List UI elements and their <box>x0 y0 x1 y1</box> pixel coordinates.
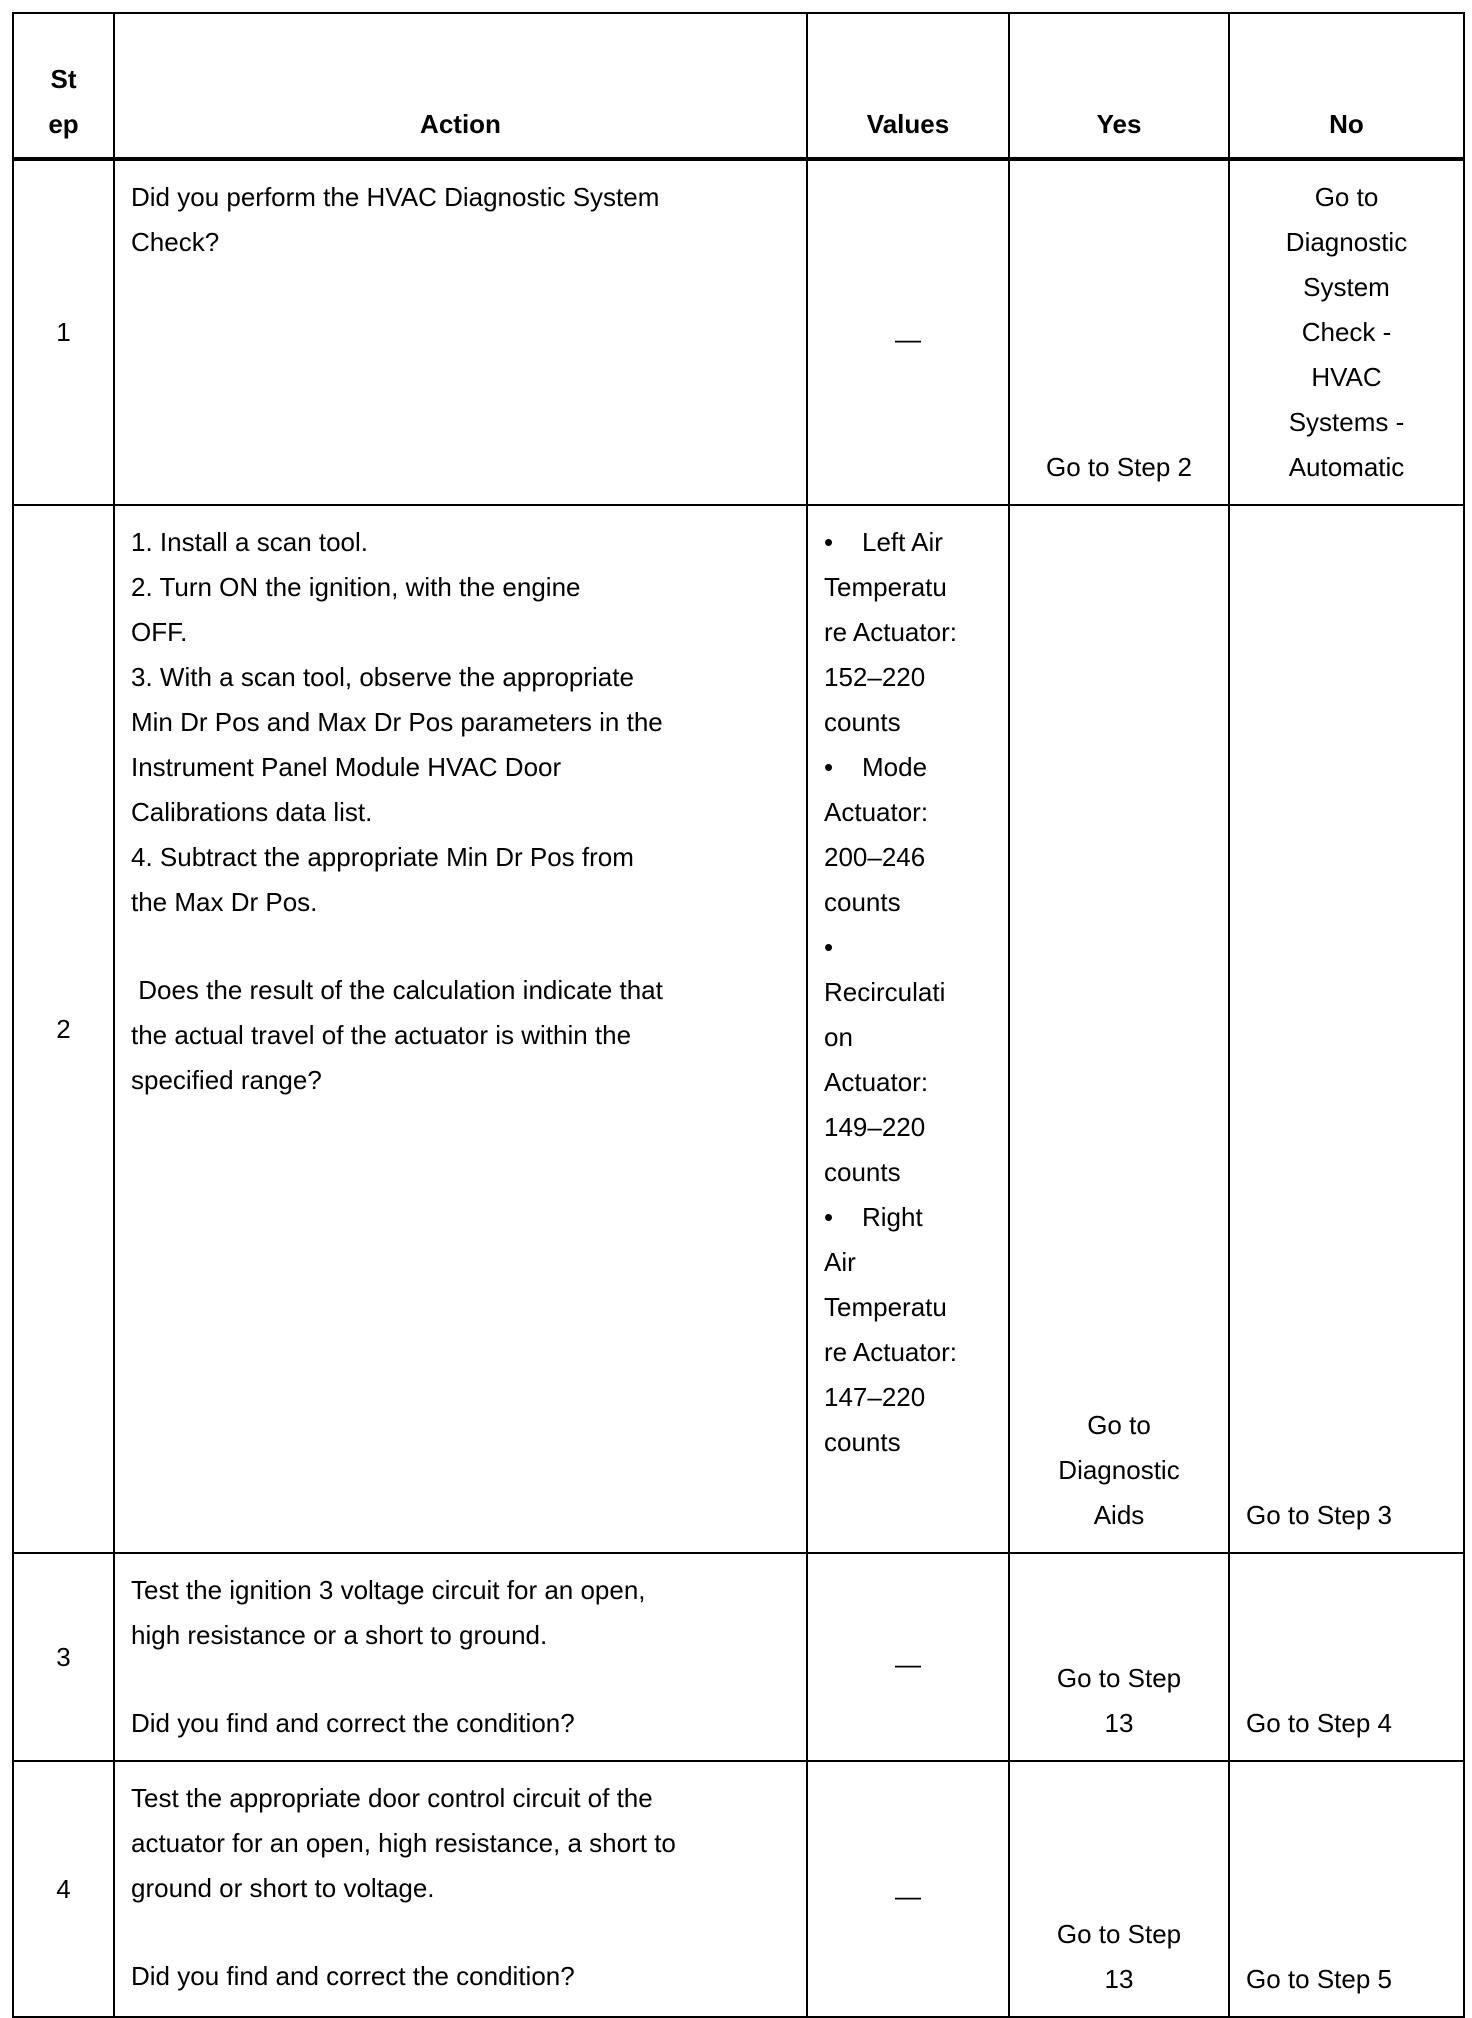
action-line: Check? <box>131 227 220 257</box>
header-step <box>13 13 114 159</box>
yes-cell <box>1009 505 1229 1553</box>
question-line: Does the result of the calculation indicate that <box>131 975 663 1005</box>
action-cell <box>114 505 807 1553</box>
yes-line: Go to Step <box>1056 1663 1182 1693</box>
question-line: the actual travel of the actuator is within the <box>131 1020 632 1050</box>
values-cell: — <box>807 1761 1009 2017</box>
action-line: Did you perform the HVAC Diagnostic System <box>131 182 660 212</box>
values-line: Actuator: <box>824 1067 929 1097</box>
values-cell: — <box>807 1553 1009 1761</box>
action-line: Test the appropriate door control circuit of the <box>131 1783 653 1813</box>
header-values: Values <box>807 13 1009 159</box>
yes-line: Diagnostic <box>1058 1455 1180 1485</box>
no-line: Go to <box>1314 182 1379 212</box>
table-row <box>13 1761 1464 2017</box>
question-line: Did you find and correct the condition? <box>131 1961 575 1991</box>
yes-line: 13 <box>1104 1708 1134 1738</box>
step-number: 1 <box>13 159 114 505</box>
step-number: 4 <box>13 1761 114 2017</box>
action-cell <box>114 1761 807 2017</box>
no-line: HVAC <box>1311 362 1382 392</box>
action-cell <box>114 1553 807 1761</box>
action-line: Test the ignition 3 voltage circuit for an open, <box>131 1575 646 1605</box>
action-line: Min Dr Pos and Max Dr Pos parameters in the <box>131 707 663 737</box>
yes-line: 13 <box>1104 1964 1134 1994</box>
no-cell: Go to Step 5 <box>1229 1761 1464 2017</box>
header-action: Action <box>114 13 807 159</box>
values-line: on <box>824 1022 853 1052</box>
values-line: 147–220 <box>824 1382 926 1412</box>
values-line: Recirculati <box>824 977 946 1007</box>
header-row <box>13 13 1464 159</box>
values-line: re Actuator: <box>824 617 957 647</box>
no-line: Diagnostic <box>1285 227 1408 257</box>
step-number: 3 <box>13 1553 114 1761</box>
header-step-line-1: St <box>50 64 77 94</box>
values-line: Actuator: <box>824 797 929 827</box>
no-line: System <box>1303 272 1390 302</box>
action-line: ground or short to voltage. <box>131 1873 435 1903</box>
values-line: Temperatu <box>824 572 947 602</box>
values-line: counts <box>824 707 901 737</box>
yes-line: Go to <box>1087 1410 1151 1440</box>
action-line: Calibrations data list. <box>131 797 373 827</box>
table-row <box>13 159 1464 505</box>
values-line: 152–220 <box>824 662 926 692</box>
table-row <box>13 1553 1464 1761</box>
action-line: high resistance or a short to ground. <box>131 1620 548 1650</box>
action-cell <box>114 159 807 505</box>
yes-cell <box>1009 1761 1229 2017</box>
step-number: 2 <box>13 505 114 1553</box>
yes-cell: Go to Step 2 <box>1009 159 1229 505</box>
no-line: Check - <box>1301 317 1392 347</box>
values-line: 200–246 <box>824 842 926 872</box>
spacer <box>131 925 790 968</box>
action-line: OFF. <box>131 617 188 647</box>
no-line: Automatic <box>1288 452 1405 482</box>
question-line: Did you find and correct the condition? <box>131 1708 575 1738</box>
values-line: counts <box>824 887 901 917</box>
values-line: 149–220 <box>824 1112 926 1142</box>
question-line: specified range? <box>131 1065 322 1095</box>
action-line: 3. With a scan tool, observe the appropriate <box>131 662 634 692</box>
values-cell <box>807 505 1009 1553</box>
values-line: • Right <box>824 1202 923 1232</box>
yes-line: Aids <box>1093 1500 1145 1530</box>
values-line: counts <box>824 1157 901 1187</box>
values-line: counts <box>824 1427 901 1457</box>
action-line: 2. Turn ON the ignition, with the engine <box>131 572 581 602</box>
spacer <box>131 1911 790 1954</box>
values-line: • Mode <box>824 752 928 782</box>
values-cell: — <box>807 159 1009 505</box>
action-line: 1. Install a scan tool. <box>131 527 369 557</box>
no-line: Systems - <box>1288 407 1405 437</box>
no-cell: Go to Step 3 <box>1229 505 1464 1553</box>
action-line: the Max Dr Pos. <box>131 887 318 917</box>
yes-cell <box>1009 1553 1229 1761</box>
no-cell <box>1229 159 1464 505</box>
header-step-line-2: ep <box>48 109 79 139</box>
values-line: • Left Air <box>824 527 943 557</box>
header-yes: Yes <box>1009 13 1229 159</box>
table-row <box>13 505 1464 1553</box>
values-line: Air <box>824 1247 856 1277</box>
yes-line: Go to Step <box>1056 1919 1182 1949</box>
diagnostic-table <box>12 12 1465 2018</box>
values-line: re Actuator: <box>824 1337 957 1367</box>
header-no: No <box>1229 13 1464 159</box>
no-cell: Go to Step 4 <box>1229 1553 1464 1761</box>
values-line: Temperatu <box>824 1292 947 1322</box>
action-line: Instrument Panel Module HVAC Door <box>131 752 562 782</box>
action-line: 4. Subtract the appropriate Min Dr Pos from <box>131 842 634 872</box>
values-line: • <box>824 932 834 962</box>
spacer <box>131 1658 790 1701</box>
action-line: actuator for an open, high resistance, a short to <box>131 1828 676 1858</box>
